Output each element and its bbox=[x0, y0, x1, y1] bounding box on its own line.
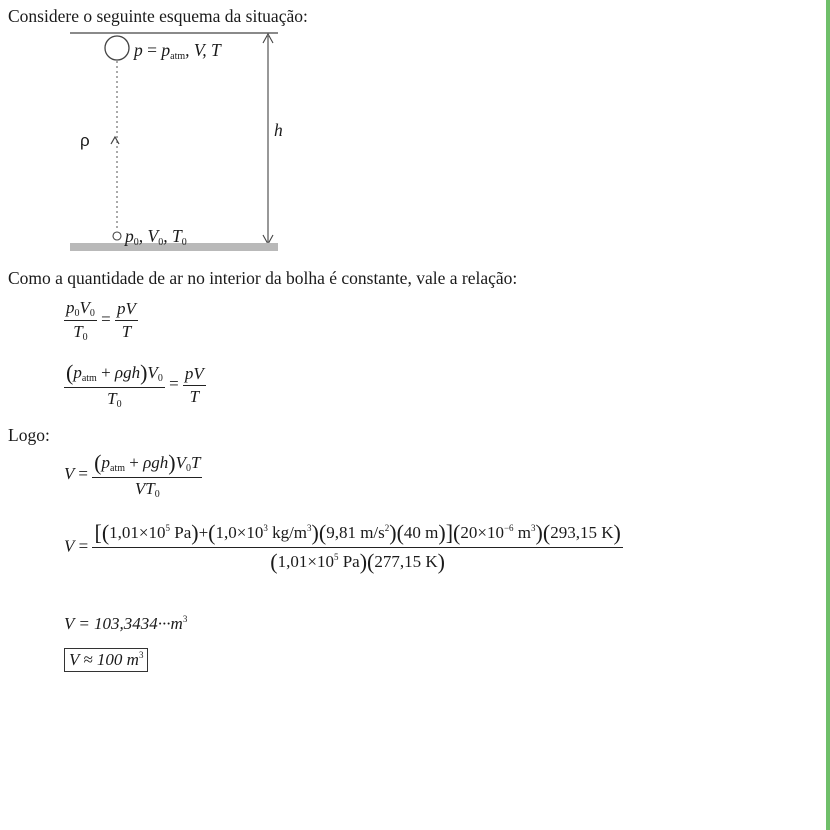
bottom-state-label: $p_0$, $V_0$, $T_0$ bbox=[125, 226, 187, 248]
equation-result: $V = 103,3434\cdot\cdot\cdot m^3$ bbox=[64, 614, 188, 633]
right-edge-bar bbox=[826, 0, 830, 830]
relation-text: Como a quantidade de ar no interior da bolha é constante, vale a relação: bbox=[8, 268, 518, 288]
small-bubble bbox=[113, 232, 121, 240]
rho-label: ρ bbox=[80, 131, 90, 150]
equation-final-answer: V ≈ 100 $m^3$ bbox=[64, 648, 148, 672]
equation-substituted: $\frac{(p_{atm} + \rho gh)V_0}{T_0}$ = $\frac{pV}{T}$ bbox=[66, 360, 204, 410]
bubble-diagram bbox=[60, 28, 300, 258]
logo-text: Logo: bbox=[8, 425, 50, 445]
equation-solve-v: V = $\frac{(p_{atm} + \rho gh)V_0T}{VT_0}$ bbox=[64, 450, 201, 500]
up-arrow-icon bbox=[111, 137, 119, 144]
top-state-label: $p = p_{atm}$, V, T bbox=[134, 40, 221, 62]
large-bubble bbox=[105, 36, 129, 60]
height-label: h bbox=[274, 120, 283, 140]
equation-numeric: V = [($1,01\times 10^5$ $Pa)+(1,0\times 10^3$ $kg/m^3)(9,81$ $m/s^2)(40$ $m)](20\times 10^{-6}$ $m^3)(293,15$ K) ($1,01\times 10^5$ Pa)(277,15 K) bbox=[64, 520, 621, 574]
intro-text: Considere o seguinte esquema da situação: bbox=[8, 6, 308, 26]
equation-ideal-gas: $\frac{p_0V_0}{T_0}$ = $\frac{pV}{T}$ bbox=[66, 298, 136, 343]
